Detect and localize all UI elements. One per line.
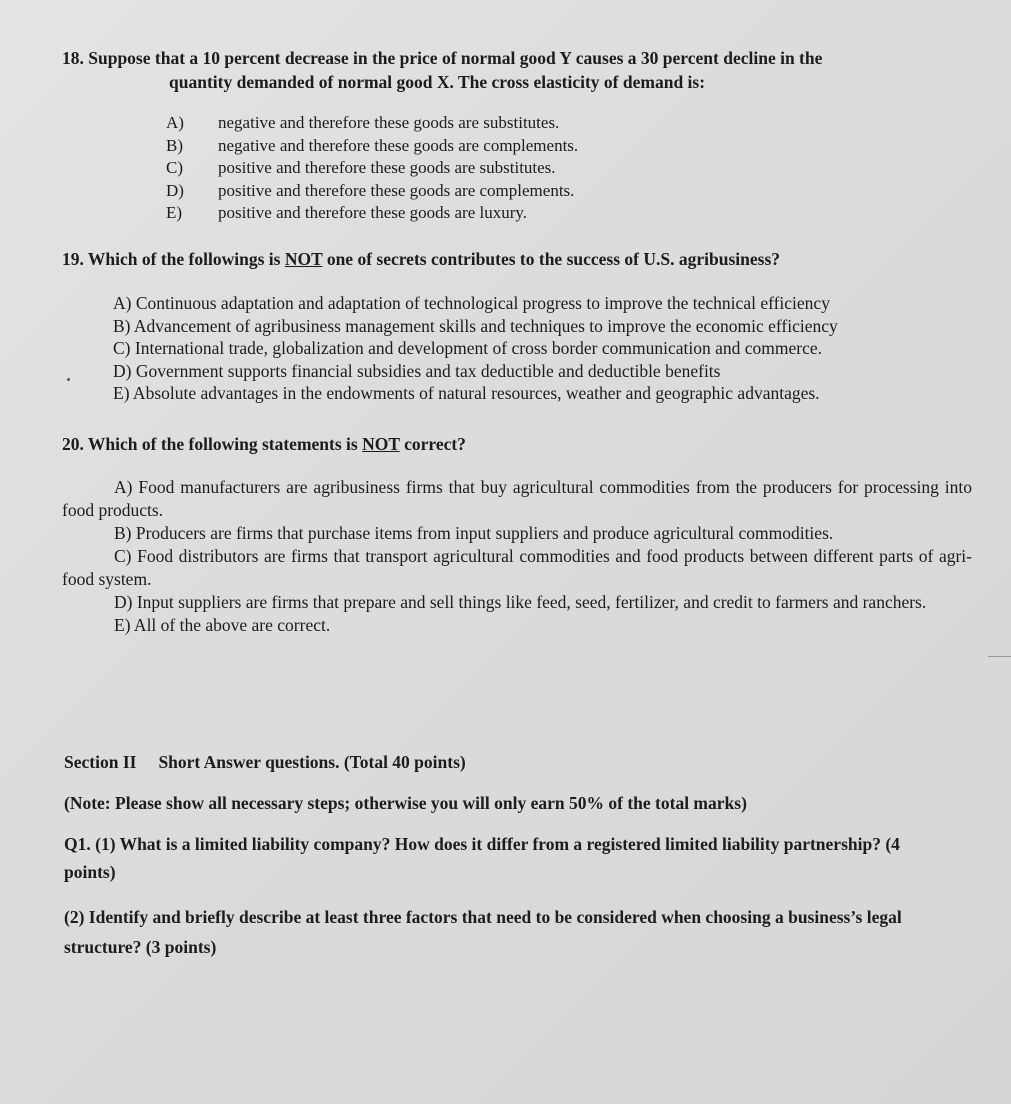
section-2-heading <box>64 750 466 774</box>
option-row <box>166 135 578 158</box>
option-row <box>166 180 578 203</box>
option-text: B) Producers are firms that purchase items from input suppliers and produce agricultural commodities. <box>114 523 834 543</box>
option-letter: D) <box>166 180 184 200</box>
question-20-options <box>62 476 972 637</box>
option-letter: C) <box>166 158 183 177</box>
section-2-label: Section II <box>64 752 137 772</box>
section-2-title: Short Answer questions. (Total 40 points) <box>158 752 466 772</box>
question-19-options <box>113 292 838 405</box>
question-18-line-2: quantity demanded of normal good X. The cross elasticity of demand is: <box>169 72 706 92</box>
option-text: B) Advancement of agribusiness management skills and techniques to improve the economic efficiency <box>113 315 838 336</box>
question-1-part-2: (2) Identify and briefly describe at least three factors that need to be considered when choosing a business’s legal structure? (3 points) <box>64 907 902 957</box>
option-text: negative and therefore these goods are substitutes. <box>218 113 560 132</box>
question-18-line-1: 18. Suppose that a 10 percent decrease in the price of normal good Y causes a 30 percent decline in the <box>62 48 823 68</box>
question-1-part-1: Q1. (1) What is a limited liability company? How does it differ from a registered limited liability partnership? (4 points) <box>64 834 900 882</box>
question-18-stem <box>62 46 962 94</box>
option-row <box>166 202 578 225</box>
question-19-prefix: 19. Which of the followings is <box>62 249 285 269</box>
question-20-stem <box>62 432 466 456</box>
option-text: A) Food manufacturers are agribusiness firms that buy agricultural commodities from the producers for processing into food products. <box>62 477 972 520</box>
option-text: E) Absolute advantages in the endowments of natural resources, weather and geographic advantages. <box>113 383 820 404</box>
question-20-prefix: 20. Which of the following statements is <box>62 434 363 454</box>
question-19-not-emphasis: NOT <box>284 249 323 269</box>
section-2-note: (Note: Please show all necessary steps; otherwise you will only earn 50% of the total marks) <box>64 793 747 813</box>
option-letter: A) <box>166 113 184 132</box>
option-text: C) Food distributors are firms that transport agricultural commodities and food products between different parts of agri-food system. <box>62 546 972 589</box>
edge-line <box>988 656 1011 657</box>
option-letter: E) <box>166 203 183 222</box>
option-text: E) All of the above are correct. <box>114 615 331 635</box>
option-text: D) Government supports financial subsidies and tax deductible and deductible benefits <box>113 360 721 381</box>
option-text: A) Continuous adaptation and adaptation of technological progress to improve the technical efficiency <box>113 293 830 313</box>
question-19-stem <box>62 247 780 271</box>
pen-mark <box>67 378 70 381</box>
option-text: negative and therefore these goods are complements. <box>218 135 579 155</box>
option-text: positive and therefore these goods are luxury. <box>218 203 528 222</box>
option-text: D) Input suppliers are firms that prepare and sell things like feed, seed, fertilizer, and credit to farmers and ranchers. <box>114 592 927 612</box>
question-20-not-emphasis: NOT <box>362 434 400 454</box>
option-letter: B) <box>166 135 183 155</box>
question-18-options <box>166 112 578 225</box>
option-row <box>166 157 578 180</box>
question-20-suffix: correct? <box>399 434 466 454</box>
option-text: positive and therefore these goods are substitutes. <box>218 158 556 177</box>
option-text: C) International trade, globalization and development of cross border communication and commerce. <box>113 338 822 359</box>
question-19-suffix: one of secrets contributes to the success of U.S. agribusiness? <box>322 249 781 269</box>
option-text: positive and therefore these goods are complements. <box>218 180 575 200</box>
option-row <box>166 112 578 135</box>
